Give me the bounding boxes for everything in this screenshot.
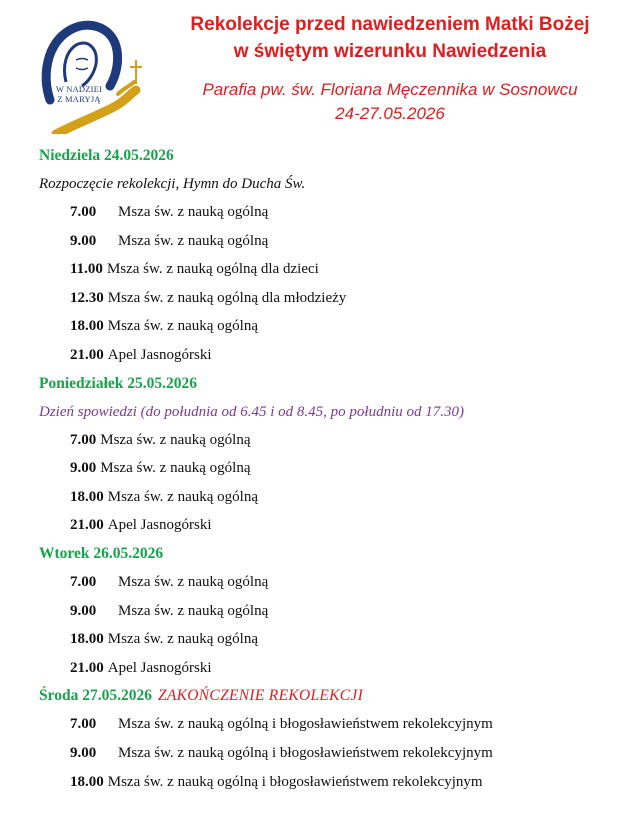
entry-desc: Msza św. z nauką ogólną (118, 602, 269, 619)
entry-time: 7.00 (70, 716, 97, 733)
logo (36, 16, 154, 134)
entry-desc: Msza św. z nauką ogólną i błogosławieństwem rekolekcyjnym (118, 716, 493, 733)
entry-time: 12.30 (70, 289, 104, 306)
schedule-row (39, 654, 629, 683)
entry-time: 18.00 (70, 773, 104, 790)
schedule-row (39, 426, 629, 455)
logo-line2: Z MARYJĄ (57, 94, 101, 104)
entry-desc: Msza św. z nauką ogólną (118, 232, 269, 249)
day-heading-text: Wtorek 26.05.2026 (39, 544, 164, 562)
entry-time: 18.00 (70, 318, 104, 335)
entry-desc: Msza św. z nauką ogólną (118, 204, 269, 220)
schedule-row (39, 568, 629, 597)
entry-time: 11.00 (70, 261, 103, 278)
schedule-row (39, 710, 629, 739)
schedule-row (39, 739, 629, 768)
entry-desc: Apel Jasnogórski (107, 659, 212, 676)
schedule-row (39, 341, 629, 370)
schedule-row (39, 198, 629, 227)
entry-time: 7.00 (70, 431, 97, 448)
day-note: Dzień spowiedzi (do południa od 6.45 i od 8.45, po południu od 17.30) (39, 403, 464, 420)
entry-time: 18.00 (70, 488, 104, 505)
entry-time: 21.00 (70, 517, 104, 534)
page-title-line2: w świętym wizerunku Nawiedzenia (233, 41, 547, 62)
entry-desc: Msza św. z nauką ogólną (118, 573, 269, 590)
entry-time: 9.00 (70, 460, 97, 477)
entry-time: 7.00 (70, 204, 97, 220)
entry-desc: Msza św. z nauką ogólną dla młodzieży (107, 289, 347, 306)
day-heading-wednesday (39, 682, 629, 710)
entry-time: 21.00 (70, 659, 104, 676)
schedule-row (39, 227, 629, 256)
closing-label: ZAKOŃCZENIE REKOLEKCJI (157, 687, 364, 705)
schedule-row (39, 625, 629, 654)
day-note: Rozpoczęcie rekolekcji, Hymn do Ducha Św. (39, 176, 306, 192)
schedule-row (39, 768, 629, 797)
schedule-row (39, 454, 629, 483)
entry-time: 9.00 (70, 232, 97, 249)
schedule-row (39, 284, 629, 313)
entry-desc: Msza św. z nauką ogólną (107, 488, 258, 505)
day-heading-text: Niedziela 24.05.2026 (39, 147, 174, 164)
entry-desc: Msza św. z nauką ogólną (100, 460, 251, 477)
entry-time: 18.00 (70, 631, 104, 648)
page-title-line1: Rekolekcje przed nawiedzeniem Matki Bożej (190, 14, 590, 35)
entry-desc: Apel Jasnogórski (107, 517, 212, 534)
schedule-row (39, 483, 629, 512)
entry-desc: Msza św. z nauką ogólną (100, 431, 251, 448)
parish-name: Parafia pw. św. Floriana Męczennika w Sosnowcu (202, 80, 578, 99)
schedule-row (39, 255, 629, 284)
schedule-row (39, 511, 629, 540)
day-heading-monday (39, 370, 629, 398)
entry-time: 21.00 (70, 346, 104, 363)
entry-time: 7.00 (70, 573, 97, 590)
entry-desc: Msza św. z nauką ogólną dla dzieci (106, 261, 319, 278)
entry-desc: Msza św. z nauką ogólną i błogosławieństwem rekolekcyjnym (107, 773, 483, 790)
schedule-row (39, 312, 629, 341)
event-dates: 24-27.05.2026 (335, 104, 445, 123)
entry-desc: Msza św. z nauką ogólną (107, 318, 258, 335)
schedule (39, 142, 629, 796)
entry-desc: Msza św. z nauką ogólną i błogosławieństwem rekolekcyjnym (118, 744, 493, 761)
entry-desc: Msza św. z nauką ogólną (107, 631, 258, 648)
entry-time: 9.00 (70, 602, 97, 619)
logo-text (48, 84, 110, 104)
day-heading-text: Poniedziałek 25.05.2026 (39, 374, 198, 392)
schedule-row (39, 597, 629, 626)
entry-time: 9.00 (70, 744, 97, 761)
entry-desc: Apel Jasnogórski (107, 346, 212, 363)
logo-line1: W NADZIEI (55, 84, 103, 94)
day-heading-sunday (39, 142, 629, 170)
day-heading-text: Środa 27.05.2026 (39, 687, 152, 705)
day-heading-tuesday (39, 540, 629, 568)
